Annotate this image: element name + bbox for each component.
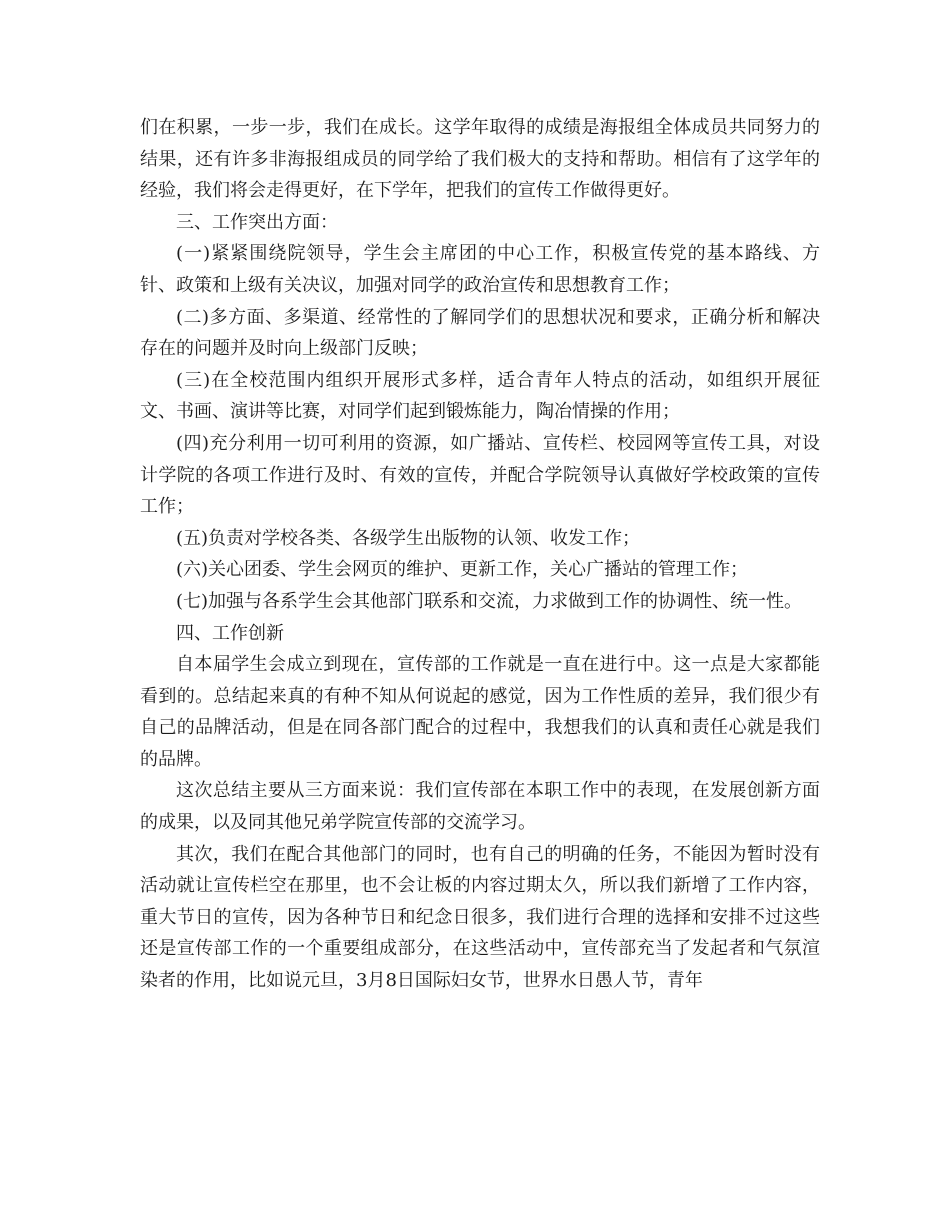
paragraph-continuation: 们在积累，一步一步，我们在成长。这学年取得的成绩是海报组全体成员共同努力的结果，还有许多非海报组成员的同学给了我们极大的支持和帮助。相信有了这学年的经验，我们将会走得更好，在下学年，把我们的宣传工作做得更好。	[140, 117, 820, 202]
document-page	[140, 112, 820, 997]
section-heading-three: 三、工作突出方面：	[176, 211, 338, 233]
list-item: (七)加强与各系学生会其他部门联系和交流，力求做到工作的协调性、统一性。	[176, 590, 803, 612]
body-paragraph: 其次，我们在配合其他部门的同时，也有自己的明确的任务，不能因为暂时没有活动就让宣传栏空在那里，也不会让板的内容过期太久，所以我们新增了工作内容，重大节日的宣传，因为各种节日和纪念日很多，我们进行合理的选择和安排不过这些还是宣传部工作的一个重要组成部分，在这些活动中，宣传部充当了发起者和气氛渲染者的作用，比如说元旦，3月8日国际妇女节，世界水日愚人节，青年	[140, 843, 820, 992]
body-paragraph: 这次总结主要从三方面来说：我们宣传部在本职工作中的表现，在发展创新方面的成果，以及同其他兄弟学院宣传部的交流学习。	[140, 780, 820, 834]
section-heading-four: 四、工作创新	[176, 622, 284, 644]
list-item: (一)紧紧围绕院领导，学生会主席团的中心工作，积极宣传党的基本路线、方针、政策和上级有关决议，加强对同学的政治宣传和思想教育工作；	[140, 243, 820, 296]
list-item: (二)多方面、多渠道、经常性的了解同学们的思想状况和要求，正确分析和解决存在的问题并及时向上级部门反映；	[140, 306, 820, 360]
list-item: (五)负责对学校各类、各级学生出版物的认领、收发工作；	[176, 527, 641, 549]
list-item: (六)关心团委、学生会网页的维护、更新工作，关心广播站的管理工作；	[176, 559, 749, 581]
list-item: (三)在全校范围内组织开展形式多样，适合青年人特点的活动，如组织开展征文、书画、演讲等比赛，对同学们起到锻炼能力，陶冶情操的作用；	[140, 369, 820, 423]
body-paragraph: 自本届学生会成立到现在，宣传部的工作就是一直在进行中。这一点是大家都能看到的。总结起来真的有种不知从何说起的感觉，因为工作性质的差异，我们很少有自己的品牌活动，但是在同各部门配合的过程中，我想我们的认真和责任心就是我们的品牌。	[140, 654, 820, 770]
list-item: (四)充分利用一切可利用的资源，如广播站、宣传栏、校园网等宣传工具，对设计学院的各项工作进行及时、有效的宣传，并配合学院领导认真做好学校政策的宣传工作；	[140, 432, 820, 518]
